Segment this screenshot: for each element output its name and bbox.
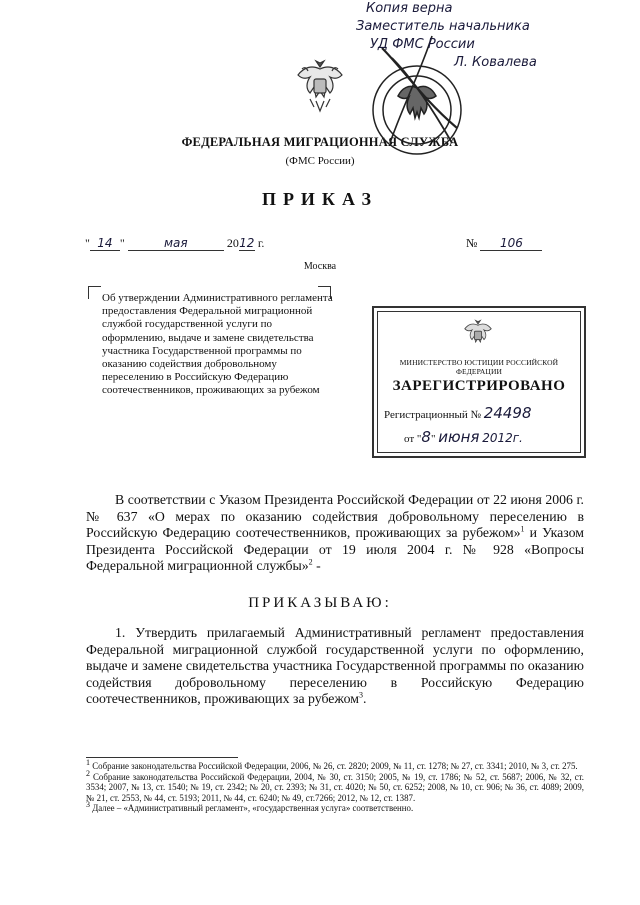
stamp-date-line: от "8" июня 2012г. [404,428,523,446]
clause-1-text: 1. Утвердить прилагаемый Административный регламент предоставления Федеральной миграционной службой государственной услуги по оформлению, выдаче и замене свидетельства участника Государственной программы по оказанию содействия добровольному переселению в Российскую Федерацию соотечественников, проживающих за рубежом [86,625,584,707]
footnote-2 [86,768,584,804]
stamp-date-label: от [404,433,415,445]
footnotes [86,758,584,814]
date-month: мая [128,236,224,251]
city: Москва [303,261,337,272]
order-number [466,236,542,251]
footnote-1-mark: 1 [86,758,90,768]
subject-bracket-left [88,286,101,299]
stamp-date-day: 8 [421,428,431,446]
stamp-reg-number: 24498 [483,404,532,422]
footnote-2-text: Собрание законодательства Российской Федерации, 2004, № 30, ст. 3150; 2005, № 19, ст. 1786; № 52, ст. 5687; 2006, № 32, ст. 3534; 2007, № 13, ст. 1540; № 19, ст. 2342; № 20, ст. 2393; № 31, ст. 4020; № 50, ст. 6252; 2008, № 10, ст. 906; № 36, ст. 4089; 2009, № 21, ст. 2553, № 44, ст. 5193; 2011, № 44, ст. 6240; № 49, ст.7266; 2012, № 12, ст. 1387. [86,771,584,803]
stamp-reg-line [384,404,532,422]
footnote-1 [86,758,584,772]
footnote-ref-1: 1 [520,524,525,534]
footnote-1-text: Собрание законодательства Российской Федерации, 2006, № 26, ст. 2820; 2009, № 11, ст. 1278; № 27, ст. 3341; 2010, № 3, ст. 275. [90,761,578,771]
registration-stamp [372,306,586,458]
cert-line-4: Л. Ковалева [454,55,537,70]
stamp-date-month: июня [438,428,480,446]
cert-line-1: Копия верна [366,1,453,16]
stamp-ministry: МИНИСТЕРСТВО ЮСТИЦИИ РОССИЙСКОЙ ФЕДЕРАЦИИ [399,358,559,376]
agency-name: ФЕДЕРАЛЬНАЯ МИГРАЦИОННАЯ СЛУЖБА [181,135,459,149]
order-word: ПРИКАЗЫВАЮ: [248,595,392,611]
clause-1-end: . [362,691,367,707]
order-subject: Об утверждении Административного регламента предоставления Федеральной миграционной службой государственной услуги по оформлению, выдаче и замене свидетельства участника Государственной программы по оказанию содействия добровольному переселению в Российскую Федерацию соотечественников, проживающих за рубежом [102,292,333,397]
date-day: 14 [90,236,120,251]
footnote-ref-2: 2 [308,557,313,567]
date-year-g: г. [257,236,265,250]
preamble-text: В соответствии с Указом Президента Российской Федерации от 22 июня 2006 г. № 637 «О мерах по оказанию содействия добровольному переселению в Российскую Федерацию соотечественников, проживающих за рубежом» [86,492,584,541]
number-value: 106 [480,236,542,251]
date-year-suffix: 12 [239,236,255,250]
stamp-reg-label: Регистрационный № [384,409,482,421]
stamp-registered: ЗАРЕГИСТРИРОВАНО [392,378,566,394]
footnote-separator [86,757,238,758]
footnote-3 [86,800,584,814]
number-label: № [466,236,478,250]
cert-line-2: Заместитель начальника [356,19,530,34]
registration-stamp-frame [377,311,581,453]
cert-line-3: УД ФМС России [370,37,475,52]
date-year-prefix: 20 [226,236,239,250]
stamp-date-year: 2012г. [482,431,523,445]
preamble-paragraph [86,492,584,575]
stamp-eagle-icon [462,318,494,354]
date-open-quote: " [85,236,90,250]
preamble-text-mid: и Указом Президента Российской Федерации от 19 июля 2004 г. № 928 «Вопросы Федеральной миграционной службы» [86,525,584,574]
footnote-3-mark: 3 [86,800,90,810]
footnote-3-text: Далее – «Административный регламент», «государственная услуга» соответственно. [90,803,414,814]
footnote-2-mark: 2 [86,768,90,778]
footnote-ref-3: 3 [358,690,363,700]
document-title: ПРИКАЗ [261,189,379,209]
order-date: " 14 " мая 2012 г. [85,236,265,250]
preamble-text-end: - [312,558,321,574]
clause-1-paragraph [86,625,584,708]
copy-certification [338,0,638,72]
agency-short-name: (ФМС России) [285,155,355,167]
